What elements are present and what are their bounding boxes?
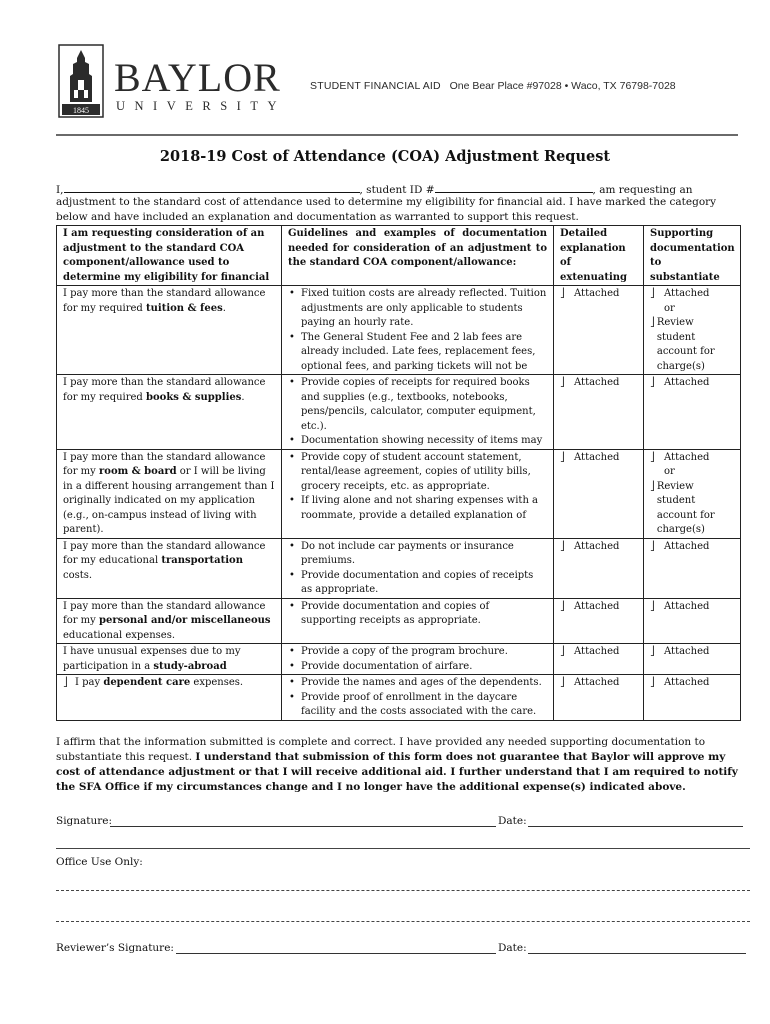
checkbox-icon[interactable]: ⎦ — [650, 678, 655, 688]
affirmation-plain: I affirm that the information submitted is complete and correct. I have provided any needed supporting documentation to substantiate this request. — [56, 736, 706, 763]
intro-tail: , am requesting an — [592, 184, 693, 196]
table-row-books — [57, 375, 741, 450]
category-personal: I pay more than the standard allowance for my personal and/or miscellaneous educational expenses. — [57, 598, 282, 644]
office-divider — [56, 848, 750, 849]
checkbox-icon[interactable]: ⎦ — [650, 647, 655, 657]
guidelines-books: • Provide copies of receipts for required books and supplies (e.g., textbooks, notebooks, pens/pencils, calculator, computer equipment, etc.). • Documentation showing necessity of items may — [282, 375, 554, 450]
signature-label: Signature: — [56, 815, 113, 827]
checkbox-icon[interactable]: ⎦ — [560, 452, 565, 463]
explanation-room-board[interactable]: ⎦ Attached — [554, 449, 644, 538]
explanation-books[interactable]: ⎦ Attached — [554, 375, 644, 450]
checkbox-icon[interactable]: ⎦ — [560, 378, 565, 388]
brand-name: BAYLOR — [114, 55, 281, 100]
guidelines-study-abroad: • Provide a copy of the program brochure. • Provide documentation of airfare. — [282, 644, 554, 675]
affirmation-bold: I understand that submission of this form does not guarantee that Baylor will approve my cost of attendance adjustment or that I will receive additional aid. I further understand that I am required to notify the SFA Office if my circumstances change and I no longer have the additional expense(s) indicated above. — [56, 751, 738, 793]
header-explanation: Detailed explanation of extenuating — [554, 226, 644, 286]
signature-field[interactable] — [110, 826, 496, 827]
checkbox-icon[interactable]: ⎦ — [650, 601, 655, 612]
documentation-tuition[interactable]: ⎦ Attached or ⎦ Review student account for charge(s) — [644, 286, 741, 375]
header-guidelines: Guidelines and examples of documentation needed for consideration of an adjustment to the standard COA component/allowance: — [282, 226, 554, 286]
office-address-line — [310, 80, 676, 92]
documentation-dependent-care[interactable]: ⎦ Attached — [644, 675, 741, 721]
student-id-field[interactable] — [435, 181, 593, 193]
office-address: One Bear Place #97028 • Waco, TX 76798-7028 — [449, 80, 676, 92]
explanation-tuition[interactable]: ⎦ Attached — [554, 286, 644, 375]
table-row-transportation — [57, 538, 741, 598]
form-title: 2018-19 Cost of Attendance (COA) Adjustment Request — [159, 148, 611, 165]
checkbox-icon[interactable]: ⎦ — [650, 481, 655, 492]
category-books: I pay more than the standard allowance for my required books & supplies. — [57, 375, 282, 450]
documentation-books[interactable]: ⎦ Attached — [644, 375, 741, 450]
intro-line-1 — [56, 181, 693, 196]
date-label: Date: — [498, 815, 527, 827]
category-transportation: I pay more than the standard allowance for my educational transportation costs. — [57, 538, 282, 598]
affirmation-statement — [56, 735, 746, 795]
documentation-transportation[interactable]: ⎦ Attached — [644, 538, 741, 598]
explanation-dependent-care[interactable]: ⎦ Attached — [554, 675, 644, 721]
reviewer-date-field[interactable] — [528, 953, 746, 954]
intro-student-id-label: , student ID # — [359, 184, 435, 196]
category-study-abroad: I have unusual expenses due to my participation in a study-abroad — [57, 644, 282, 675]
explanation-personal[interactable]: ⎦ Attached — [554, 598, 644, 644]
checkbox-icon[interactable]: ⎦ — [650, 318, 655, 328]
explanation-study-abroad[interactable]: ⎦ Attached — [554, 644, 644, 675]
table-row-tuition — [57, 286, 741, 375]
checkbox-icon[interactable]: ⎦ — [650, 289, 655, 299]
explanation-transportation[interactable]: ⎦ Attached — [554, 538, 644, 598]
documentation-personal[interactable]: ⎦ Attached — [644, 598, 741, 644]
guidelines-room-board: • Provide copy of student account statement, rental/lease agreement, copies of utility bills, grocery receipts, etc. as appropriate. • If living alone and not sharing expenses with a roommate, provide a detailed explanation of — [282, 449, 554, 538]
guidelines-dependent-care: • Provide the names and ages of the dependents. • Provide proof of enrollment in the daycare facility and the costs associated with the care. — [282, 675, 554, 721]
date-field[interactable] — [528, 826, 743, 827]
checkbox-icon[interactable]: ⎦ — [650, 541, 655, 552]
intro-line-2: adjustment to the standard cost of attendance used to determine my eligibility for financial aid. I have marked the category — [56, 196, 717, 208]
brand-subtitle: UNIVERSITY — [116, 99, 286, 113]
table-row-study-abroad — [57, 644, 741, 675]
header-category: I am requesting consideration of an adjustment to the standard COA component/allowance used to determine my eligibility for financial — [57, 226, 282, 286]
documentation-study-abroad[interactable]: ⎦ Attached — [644, 644, 741, 675]
office-use-label: Office Use Only: — [56, 856, 143, 868]
intro-i: I, — [56, 184, 64, 196]
checkbox-icon[interactable]: ⎦ — [560, 678, 565, 688]
checkbox-icon[interactable]: ⎦ — [560, 601, 565, 612]
guidelines-transportation: • Do not include car payments or insurance premiums. • Provide documentation and copies of receipts as appropriate. — [282, 538, 554, 598]
guidelines-personal: • Provide documentation and copies of supporting receipts as appropriate. — [282, 598, 554, 644]
checkbox-icon[interactable]: ⎦ — [650, 452, 655, 463]
checkbox-icon[interactable]: ⎦ — [63, 678, 68, 688]
checkbox-icon[interactable]: ⎦ — [560, 541, 565, 552]
logo-year: 1845 — [73, 106, 89, 115]
coa-category-table — [56, 225, 741, 721]
reviewer-signature-label: Reviewer’s Signature: — [56, 942, 174, 954]
reviewer-signature-field[interactable] — [176, 953, 496, 954]
header-divider — [56, 134, 738, 136]
table-row-personal — [57, 598, 741, 644]
header-documentation: Supporting documentation to substantiate — [644, 226, 741, 286]
checkbox-icon[interactable]: ⎦ — [650, 378, 655, 388]
guidelines-tuition: • Fixed tuition costs are already reflected. Tuition adjustments are only applicable to students paying an hourly rate. • The General Student Fee and 2 lab fees are already included. Late fees, replacement fees, optional fees, and parking tickets will not be — [282, 286, 554, 375]
category-tuition: I pay more than the standard allowance for my required tuition & fees. — [57, 286, 282, 375]
checkbox-icon[interactable]: ⎦ — [560, 289, 565, 299]
intro-line-3: below and have included an explanation and documentation as warranted to support this request. — [56, 211, 579, 223]
table-header-row — [57, 226, 741, 286]
office-notes-line-2[interactable] — [56, 921, 750, 922]
table-row-room-board — [57, 449, 741, 538]
office-notes-line-1[interactable] — [56, 890, 750, 891]
documentation-room-board[interactable]: ⎦ Attached or ⎦ Review student account for charge(s) — [644, 449, 741, 538]
category-dependent-care[interactable]: ⎦ I pay dependent care expenses. — [57, 675, 282, 721]
office-name: STUDENT FINANCIAL AID — [310, 80, 441, 92]
category-room-board: I pay more than the standard allowance for my room & board or I will be living in a different housing arrangement than I originally indicated on my application (e.g., on-campus instead of living with parent). — [57, 449, 282, 538]
checkbox-icon[interactable]: ⎦ — [560, 647, 565, 657]
reviewer-date-label: Date: — [498, 942, 527, 954]
baylor-tower-logo — [58, 44, 104, 118]
name-field[interactable] — [64, 181, 360, 193]
table-row-dependent-care — [57, 675, 741, 721]
